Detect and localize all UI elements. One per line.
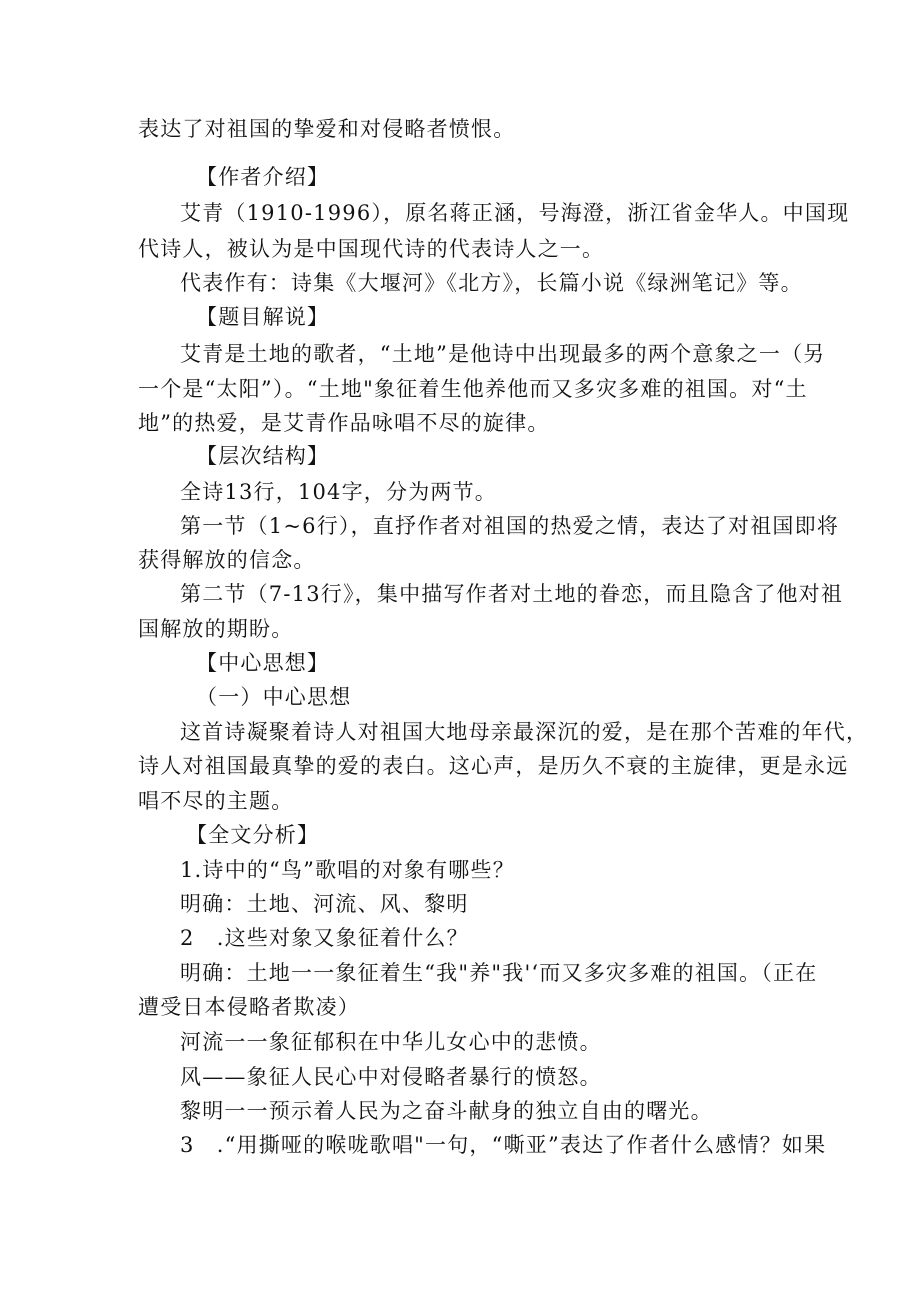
paragraph-line: 代诗人，被认为是中国现代诗的代表诗人之一。 <box>138 237 605 261</box>
section-heading-analysis: 【全文分析】 <box>186 823 320 847</box>
answer-line: 风——象征人民心中对侵略者暴行的愤怒。 <box>180 1065 602 1089</box>
paragraph-line: 唱不尽的主题。 <box>138 789 294 813</box>
subheading: （一）中心思想 <box>196 685 352 709</box>
paragraph-line: 全诗13行，104字，分为两节。 <box>180 480 498 504</box>
paragraph-line: 表达了对祖国的挚爱和对侵略者愤恨。 <box>138 117 516 141</box>
paragraph-line: 这首诗凝聚着诗人对祖国大地母亲最深沉的爱，是在那个苦难的年代， <box>180 720 869 744</box>
question-line: 1.诗中的“鸟”歌唱的对象有哪些？ <box>180 858 515 882</box>
paragraph-line: 第一节（1~6行），直抒作者对祖国的热爱之情，表达了对祖国即将 <box>180 514 840 538</box>
paragraph-line: 获得解放的信念。 <box>138 548 316 572</box>
answer-line: 明确：土地一一象征着生“我"养"我'‘而又多灾多难的祖国。（正在 <box>180 961 818 985</box>
answer-line: 遭受日本侵略者欺凌） <box>138 995 360 1019</box>
paragraph-line: 艾青（1910-1996），原名蒋正涵，号海澄，浙江省金华人。中国现 <box>180 201 850 225</box>
paragraph-line: 第二节（7-13行》，集中描写作者对土地的眷恋，而且隐含了他对祖 <box>180 582 844 606</box>
question-line: 2 .这些对象又象征着什么？ <box>180 926 469 950</box>
section-heading-author: 【作者介绍】 <box>196 165 330 189</box>
answer-line: 明确：土地、河流、风、黎明 <box>180 892 469 916</box>
paragraph-line: 地”的热爱，是艾青作品咏唱不尽的旋律。 <box>138 411 550 435</box>
section-heading-theme: 【中心思想】 <box>196 651 330 675</box>
section-heading-structure: 【层次结构】 <box>196 444 330 468</box>
section-heading-title: 【题目解说】 <box>196 305 330 329</box>
paragraph-line: 国解放的期盼。 <box>138 617 294 641</box>
answer-line: 河流一一象征郁积在中华儿女心中的悲愤。 <box>180 1030 602 1054</box>
question-line: 3 .“用撕哑的喉咙歌唱"一句，“嘶亚”表达了作者什么感情？如果 <box>180 1133 827 1157</box>
answer-line: 黎明一一预示着人民为之奋斗献身的独立自由的曙光。 <box>180 1099 713 1123</box>
paragraph-line: 代表作有：诗集《大堰河》《北方》，长篇小说《绿洲笔记》等。 <box>180 271 803 295</box>
paragraph-line: 艾青是土地的歌者，“土地”是他诗中出现最多的两个意象之一（另 <box>180 342 826 366</box>
paragraph-line: 一个是“太阳”）。“土地"象征着生他养他而又多灾多难的祖国。对“土 <box>138 377 808 401</box>
paragraph-line: 诗人对祖国最真挚的爱的表白。这心声，是历久不衰的主旋律，更是永远 <box>138 754 849 778</box>
